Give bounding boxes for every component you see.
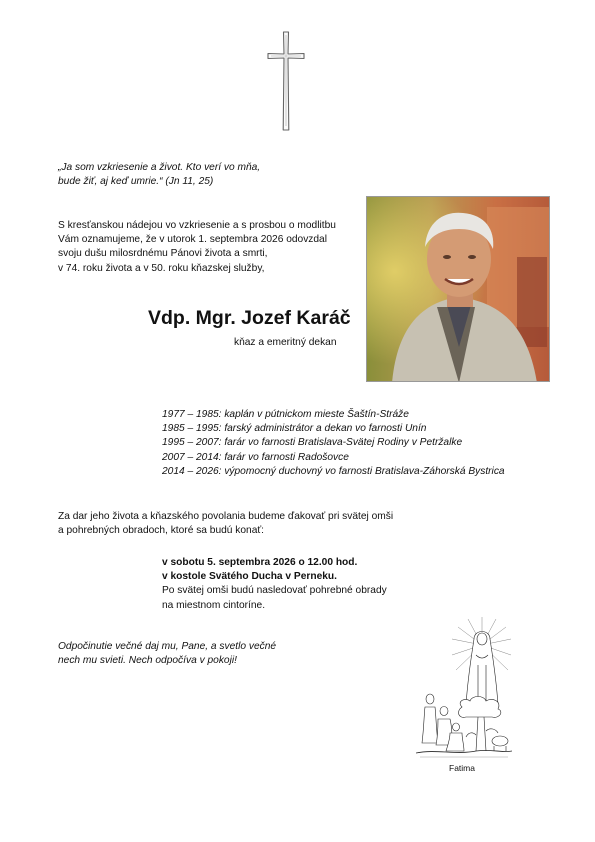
ceremony-note: Po svätej omši budú nasledovať pohrebné obrady <box>162 585 387 597</box>
career-list <box>162 408 505 479</box>
prayer-line: Odpočinutie večné daj mu, Pane, a svetlo večné <box>58 641 277 652</box>
announcement-line: Vám oznamujeme, že v utorok 1. septembra 2026 odovzdal <box>58 234 327 246</box>
announcement-line: v 74. roku života a v 50. roku kňazskej služby, <box>58 262 265 274</box>
bible-quote <box>58 161 260 189</box>
prayer-line: nech mu svieti. Nech odpočíva v pokoji! <box>58 655 237 667</box>
deceased-title: kňaz a emeritný dekan <box>234 337 337 348</box>
ceremony-note: na miestnom cintoríne. <box>162 599 266 611</box>
quote-line: „Ja som vzkriesenie a život. Kto verí vo mňa, <box>58 162 261 173</box>
funeral-line: Za dar jeho života a kňazského povolania budeme ďakovať pri svätej omši <box>58 511 394 522</box>
ceremony-date: v sobotu 5. septembra 2026 o 12.00 hod. <box>162 557 358 568</box>
career-item: 1995 – 2007: farár vo farnosti Bratislava-Svätej Rodiny v Petržalke <box>162 437 463 449</box>
fatima-illustration <box>416 615 512 761</box>
portrait-photo <box>366 196 550 382</box>
prayer-text <box>58 640 276 668</box>
career-item: 1985 – 1995: farský administrátor a dekan vo farnosti Unín <box>162 423 427 435</box>
announcement-text <box>58 219 336 276</box>
ceremony-place: v kostole Svätého Ducha v Perneku. <box>162 571 337 583</box>
deceased-name: Vdp. Mgr. Jozef Karáč <box>148 307 351 329</box>
image-caption: Fatima <box>449 763 475 773</box>
quote-line: bude žiť, aj keď umrie.“ (Jn 11, 25) <box>58 176 214 188</box>
career-item: 2007 – 2014: farár vo farnosti Radošovce <box>162 451 349 463</box>
funeral-line: a pohrebných obradoch, ktoré sa budú konať: <box>58 525 265 537</box>
career-item: 1977 – 1985: kaplán v pútnickom mieste Šaštín-Stráže <box>162 409 409 420</box>
cross-icon <box>264 30 308 132</box>
ceremony-details <box>162 556 387 613</box>
funeral-announcement <box>58 510 393 538</box>
announcement-line: svoju dušu milosrdnému Pánovi života a smrti, <box>58 248 268 260</box>
career-item: 2014 – 2026: výpomocný duchovný vo farnosti Bratislava-Záhorská Bystrica <box>162 465 505 477</box>
announcement-line: S kresťanskou nádejou vo vzkriesenie a s prosbou o modlitbu <box>58 220 336 231</box>
